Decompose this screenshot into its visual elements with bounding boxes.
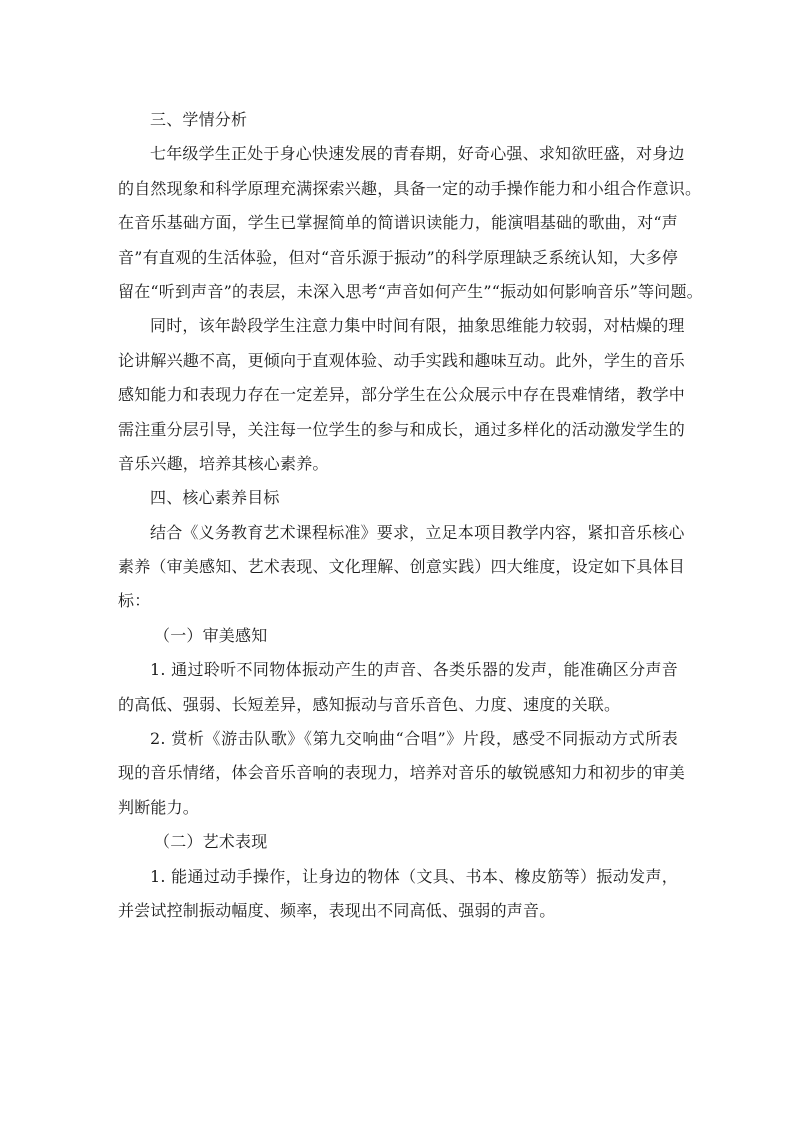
section-heading-core-literacy-goals: 四、核心素养目标 xyxy=(150,488,280,508)
paragraph-line: 七年级学生正处于身心快速发展的青春期，好奇心强、求知欲旺盛，对身边 xyxy=(150,144,685,164)
document-body xyxy=(118,103,703,928)
paragraph-student-profile xyxy=(118,137,703,309)
paragraph-line: 需注重分层引导，关注每一位学生的参与和成长，通过多样化的活动激发学生的 xyxy=(118,419,686,439)
paragraph-line: 感知能力和表现力存在一定差异，部分学生在公众展示中存在畏难情绪，教学中 xyxy=(118,385,686,405)
paragraph-goals-intro xyxy=(118,516,686,619)
paragraph-line: 同时，该年龄段学生注意力集中时间有限，抽象思维能力较弱，对枯燥的理 xyxy=(150,316,685,336)
paragraph-attention-traits xyxy=(118,309,686,481)
paragraph-line: 在音乐基础方面，学生已掌握简单的简谱识读能力，能演唱基础的歌曲，对“声 xyxy=(118,213,678,233)
paragraph-line: 音乐兴趣，培养其核心素养。 xyxy=(118,453,329,473)
paragraph-aesthetic-item-2 xyxy=(118,722,686,825)
paragraph-line: 标： xyxy=(118,591,151,611)
paragraph-aesthetic-item-1 xyxy=(118,653,678,722)
paragraph-line: 现的音乐情绪，体会音乐音响的表现力，培养对音乐的敏锐感知力和初步的审美 xyxy=(118,763,686,783)
paragraph-line: 1. 能通过动手操作，让身边的物体（文具、书本、橡皮筋等）振动发声， xyxy=(150,866,678,886)
paragraph-expression-item-1 xyxy=(118,860,678,929)
paragraph-line: 2. 赏析《游击队歌》《第九交响曲“合唱”》片段，感受不同振动方式所表 xyxy=(150,729,678,749)
paragraph-line: 并尝试控制振动幅度、频率，表现出不同高低、强弱的声音。 xyxy=(118,900,556,920)
section-heading-learning-analysis: 三、学情分析 xyxy=(150,110,248,129)
paragraph-line: 素养（审美感知、艺术表现、文化理解、创意实践）四大维度，设定如下具体目 xyxy=(118,557,686,577)
paragraph-line: 1. 通过聆听不同物体振动产生的声音、各类乐器的发声，能准确区分声音 xyxy=(150,660,678,680)
paragraph-line: 论讲解兴趣不高，更倾向于直观体验、动手实践和趣味互动。此外，学生的音乐 xyxy=(118,350,686,370)
paragraph-line: 的高低、强弱、长短差异，感知振动与音乐音色、力度、速度的关联。 xyxy=(118,694,621,714)
paragraph-line: 留在“听到声音”的表层，未深入思考“声音如何产生”“振动如何影响音乐”等问题。 xyxy=(118,281,703,301)
paragraph-line: 音”有直观的生活体验，但对“音乐源于振动”的科学原理缺乏系统认知，大多停 xyxy=(118,247,678,267)
subheading-aesthetic-perception: （一）审美感知 xyxy=(154,625,268,645)
paragraph-line: 结合《义务教育艺术课程标准》要求，立足本项目教学内容，紧扣音乐核心 xyxy=(150,522,685,542)
subheading-artistic-expression: （二）艺术表现 xyxy=(154,832,268,852)
paragraph-line: 的自然现象和科学原理充满探索兴趣，具备一定的动手操作能力和小组合作意识。 xyxy=(118,178,702,198)
paragraph-line: 判断能力。 xyxy=(118,797,200,817)
